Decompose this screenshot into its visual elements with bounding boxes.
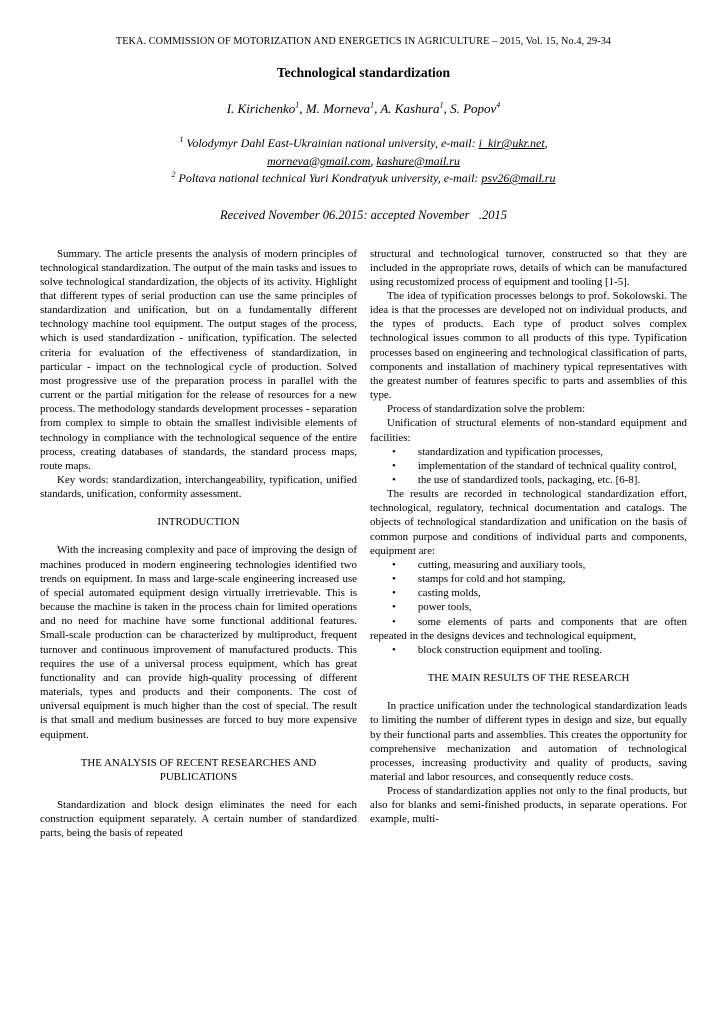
author-superscript: 1: [439, 100, 444, 110]
bullet-item: [370, 643, 687, 657]
email-link[interactable]: i_kir@ukr.net: [478, 136, 545, 150]
bullet-icon: •: [392, 558, 396, 571]
affiliation-text: ,: [370, 153, 377, 168]
bullet-text: some elements of parts and components that are often repeated in the designs devices and technological equipment,: [370, 615, 687, 642]
author-name: I. Kirichenko: [226, 101, 296, 116]
paper-title: Technological standardization: [276, 65, 451, 80]
bullet-icon: •: [392, 474, 396, 486]
bullet-text: block construction equipment and tooling.: [417, 643, 603, 656]
bullet-text: stamps for cold and hot stamping,: [417, 573, 566, 586]
body-columns: [40, 247, 687, 841]
bullet-item: [370, 615, 687, 643]
bullet-icon: •: [392, 459, 396, 472]
bullet-icon: •: [392, 587, 396, 600]
author-superscript: 4: [496, 100, 501, 110]
author-superscript: 1: [295, 100, 300, 110]
author-name: S. Popov: [450, 101, 497, 116]
received-line: Received November 06.2015: accepted November .2015: [219, 207, 508, 222]
bullet-icon: •: [392, 601, 396, 614]
paragraph: Process of standardization solve the problem:: [387, 403, 586, 416]
bullet-icon: •: [392, 643, 396, 656]
paragraph: Summary. The article presents the analysis of modern principles of technological standardization. The output of the main tasks and issues to solve technological standardization, the objects of its activity. Highlight that different types of serial production can use the same principles of standardization and unification, but on a fundamentally different technology machine tool equipment. The output stages of the process, which is used standardization - unification, typification. The selected criteria for evaluation of the effectiveness of standardization, in particular - impact on the technological cycle of production. Solved most progressive use of the preparation process in parallel with the current or the partial mitigation for the release of resources for a new process. The methodology standards development processes - separation from complex to simple to obtain the smallest indivisible elements of technology in compliance with the technological sequence of the entire process, creating databases of standards, the standard process maps, route maps.: [40, 247, 357, 472]
journal-header: TEKA. COMMISSION OF MOTORIZATION AND ENERGETICS IN AGRICULTURE – 2015, Vol. 15, No.4, 29-34: [115, 36, 612, 47]
affiliation-text: Poltava national technical Yuri Kondratyuk university, e-mail:: [175, 171, 482, 185]
section-heading: THE MAIN RESULTS OF THE RESEARCH: [427, 672, 630, 685]
section-heading: INTRODUCTION: [157, 516, 240, 529]
affiliation-text: Volodymyr Dahl East-Ukrainian national university, e-mail:: [183, 136, 479, 150]
paragraph: Unification of structural elements of non-standard equipment and facilities:: [370, 417, 687, 444]
affiliation-line: [40, 153, 687, 171]
bullet-item: [370, 473, 687, 487]
bullet-item: [370, 572, 687, 586]
left-column: [40, 247, 357, 841]
affiliation-line: [40, 135, 687, 153]
bullet-icon: •: [392, 615, 396, 628]
bullet-item: [370, 600, 687, 614]
bullet-text: the use of standardized tools, packaging, etc. [6-8].: [417, 474, 641, 486]
affiliations: [40, 135, 687, 188]
paragraph: In practice unification under the technological standardization leads to limiting the number of different types in design and size, but equally by their functional parts and assemblies. This creates the opportunity for comprehensive mechanization and automation of technological processes, increasing productivity and quality of products, saving material and labor resources, and consequently reduce costs.: [370, 700, 687, 783]
bullet-item: [370, 586, 687, 600]
paragraph: structural and technological turnover, constructed so that they are included in the appropriate rows, details of which can be manufactured using recustomized process of equipment and tooling [1-5].: [370, 247, 687, 288]
author-name: M. Morneva: [305, 101, 371, 116]
affiliation-superscript: 1: [179, 135, 184, 144]
affiliation-line: [40, 170, 687, 188]
bullet-text: standardization and typification processes,: [417, 445, 603, 458]
paragraph: With the increasing complexity and pace of improving the design of machines produced in modern engineering technologies identified two trends on equipment. In mass and large-scale engineering increased use of special automated equipment design virtually irretrievable. This is because the machine is taken in the process chain for limited operations and no need for machine have some functional additional features. Small-scale production can be characterized by multiproduct, frequent turnover and continuous improvement of manufactured products. This requires the use of a universal process equipment, which has great functionality and can provide high-quality processing of different materials, types and products and their components. The cost of universal equipment is much higher than the cost of special. The result is that small and medium businesses are forced to buy more expensive equipment.: [40, 544, 357, 741]
paragraph: Standardization and block design eliminates the need for each construction equipment separately. A certain number of standardized parts, being the basis of repeated: [40, 798, 357, 840]
bullet-icon: •: [392, 445, 396, 458]
bullet-text: power tools,: [417, 601, 472, 614]
bullet-item: [370, 445, 687, 459]
paragraph: The results are recorded in technological standardization effort, technological, regulatory, technical documentation and catalogs. The objects of technological standardization and unification on the basis of common purpose and conditions of individual parts and components, equipment are:: [370, 488, 687, 557]
bullet-icon: •: [392, 573, 396, 586]
bullet-item: [370, 459, 687, 473]
email-link[interactable]: morneva@gmail.com: [267, 153, 371, 168]
author-superscript: 1: [370, 100, 375, 110]
authors-line: I. Kirichenko$^1$, M. Morneva$^1$, A. Kashura$^1$, S. Popov$^4$: [226, 100, 501, 116]
bullet-text: casting molds,: [417, 587, 481, 600]
bullet-item: [370, 558, 687, 572]
bullet-text: implementation of the standard of technical quality control,: [417, 459, 677, 472]
affiliation-text: ,: [544, 136, 548, 150]
section-heading: THE ANALYSIS OF RECENT RESEARCHES AND PUBLICATIONS: [80, 756, 317, 783]
paragraph: The idea of typification processes belongs to prof. Sokolowski. The idea is that the processes are developed not on individual products, and the types of products. Each type of product solves complex technological issues common to all products of this type. Typification processes based on engineering and technological classification of parts, components and installation of machinery typical representatives with the greatest number of features specific to parts and assemblies of this type.: [370, 289, 687, 402]
paragraph: Key words: standardization, interchangeability, typification, unified standards, unification, conformity assessment.: [40, 474, 357, 501]
affiliation-superscript: 2: [171, 170, 176, 179]
paragraph: Process of standardization applies not only to the final products, but also for blanks and semi-finished products, in separate operations. For example, multi-: [370, 785, 687, 826]
author-name: A. Kashura: [380, 101, 440, 116]
email-link[interactable]: psv26@mail.ru: [481, 171, 556, 185]
email-link[interactable]: kashure@mail.ru: [376, 153, 460, 168]
right-column: [370, 247, 687, 841]
bullet-text: cutting, measuring and auxiliary tools,: [417, 558, 586, 571]
